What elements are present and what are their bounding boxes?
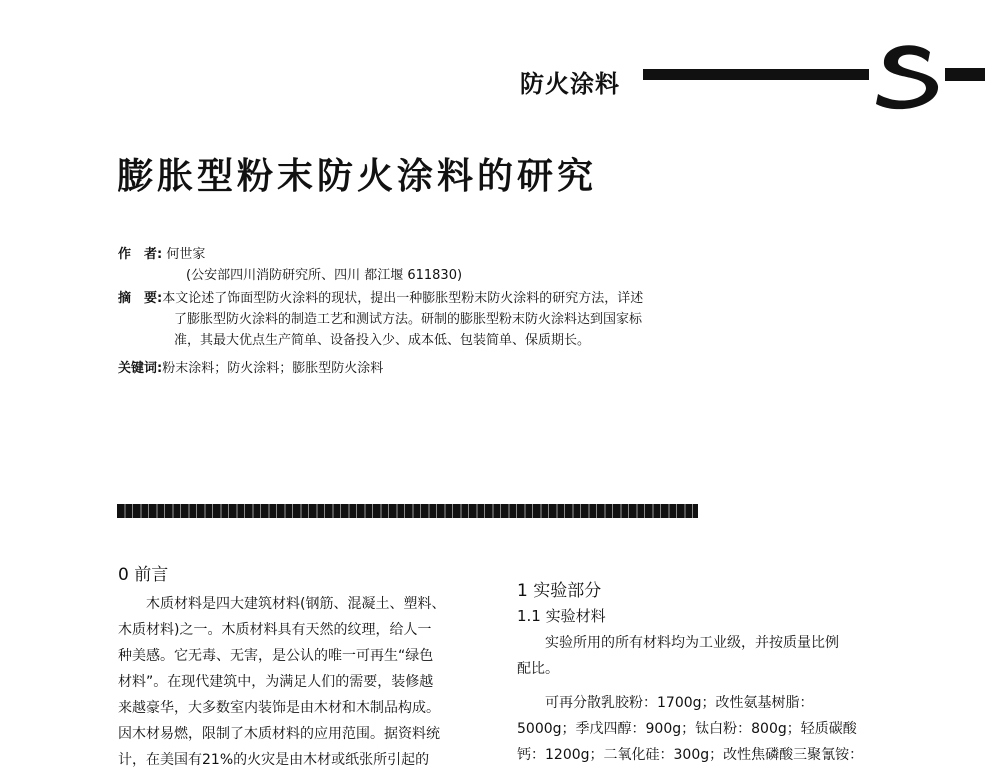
materials-line: 可再分散乳胶粉：1700g；改性氨基树脂： [545,695,814,711]
author-label: 作 者: [118,247,163,262]
author-row [118,244,205,265]
materials-heading: 1.1 实验材料 [517,607,606,625]
materials-line: 钙：1200g；二氧化硅：300g；改性焦磷酸三聚氰铵： [517,747,864,763]
intro-line: 材料”。在现代建筑中，为满足人们的需要，装修越 [118,674,434,690]
abstract-label: 摘 要: [118,291,163,306]
paper-title: 膨胀型粉末防火涂料的研究 [117,155,598,197]
materials-line: 实验所用的所有材料均为工业级，并按质量比例 [545,635,839,651]
keywords-row [118,358,383,379]
section-label: 防火涂料 [520,70,620,98]
intro-column [118,560,490,773]
intro-line: 木质材料是四大建筑材料(钢筋、混凝土、塑料、 [146,596,446,612]
header-rule-tail [945,68,985,81]
intro-heading: 0 前言 [118,565,169,585]
abstract-line: 准，其最大优点生产简单、设备投入少、成本低、包装简单、保质期长。 [174,333,591,348]
s-logo-icon [868,40,948,112]
abstract-line: 了膨胀型防火涂料的制造工艺和测试方法。研制的膨胀型粉末防火涂料达到国家标 [174,312,643,327]
intro-line: 来越豪华，大多数室内装饰是由木材和木制品构成。 [118,700,440,716]
header-rule [643,69,869,80]
author-name: 何世家 [166,247,206,262]
intro-line: 计，在美国有21%的火灾是由木材或纸张所引起的 [118,752,430,768]
intro-line: 种美感。它无毒、无害，是公认的唯一可再生“绿色 [118,648,434,664]
experiment-heading: 1 实验部分 [517,581,602,601]
section-divider [117,504,698,518]
materials-line: 配比。 [517,661,559,677]
intro-line: 木质材料)之一。木质材料具有天然的纹理，给人一 [118,622,432,638]
abstract [118,288,798,351]
intro-line: 因木材易燃，限制了木质材料的应用范围。据资料统 [118,726,440,742]
keywords-label: 关键词: [118,361,163,376]
keywords: 粉末涂料；防火涂料；膨胀型防火涂料 [162,361,384,376]
materials-line: 5000g；季戊四醇：900g；钛白粉：800g；轻质碳酸 [517,721,857,737]
experiment-column [517,576,895,768]
affiliation: (公安部四川消防研究所、四川 都江堰 611830) [186,268,463,283]
abstract-line: 本文论述了饰面型防火涂料的现状，提出一种膨胀型粉末防火涂料的研究方法，详述 [162,291,644,306]
